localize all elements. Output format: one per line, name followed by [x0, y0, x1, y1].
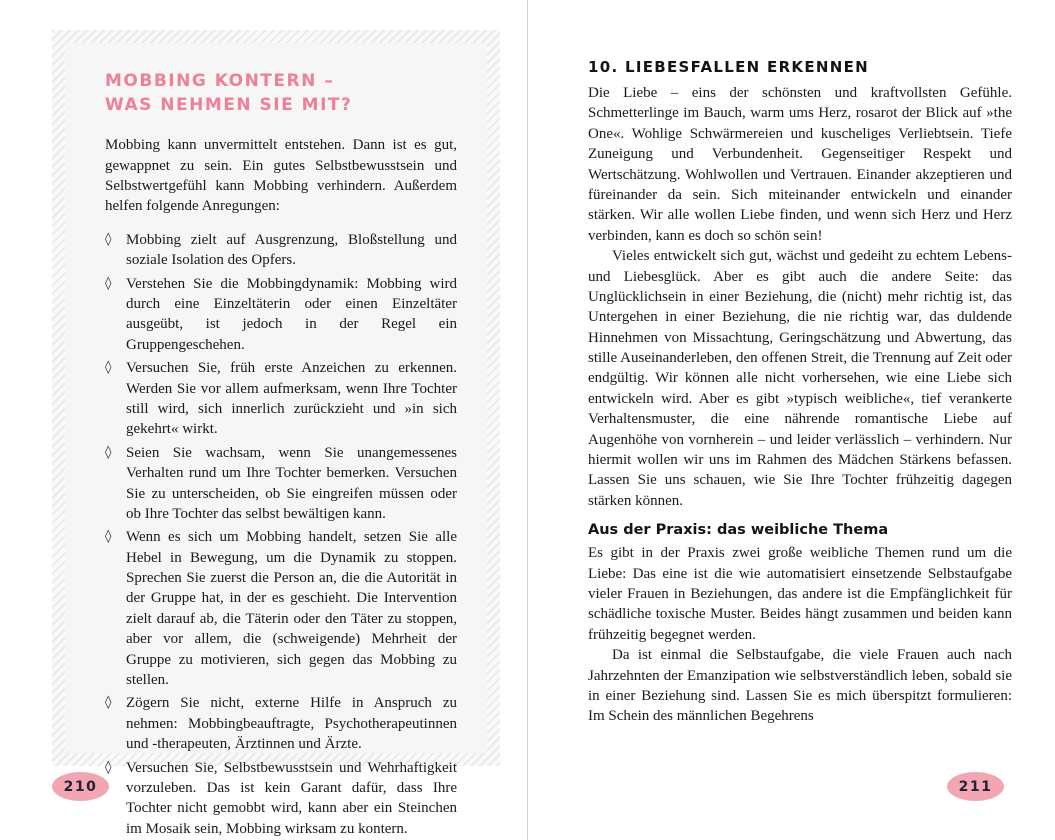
diamond-bullet-icon: ◊ [105, 360, 112, 376]
page-number-right: 211 [958, 778, 993, 795]
list-item-text: Verstehen Sie die Mobbingdynamik: Mobbing wird durch eine Einzeltäterin oder einen Einzeltäter ausgeübt, ist jedoch in der Regel ein Gruppengeschehen. [126, 275, 457, 353]
heading-line-2: WAS NEHMEN SIE MIT? [105, 95, 353, 116]
page-number-left: 210 [63, 778, 98, 795]
list-item [105, 527, 457, 690]
list-item-text: Mobbing zielt auf Ausgrenzung, Bloßstellung und soziale Isolation des Opfers. [126, 231, 457, 269]
bullet-list [105, 230, 457, 839]
diamond-bullet-icon: ◊ [105, 759, 112, 775]
intro-paragraph: Mobbing kann unvermittelt entstehen. Dann ist es gut, gewappnet zu sein. Ein gutes Selbstbewusstsein und Selbstwertgefühl kann Mobbing verhindern. Außerdem helfen folgende Anregungen: [105, 137, 457, 215]
page-number-badge-left [52, 772, 109, 801]
diamond-bullet-icon: ◊ [105, 275, 112, 291]
body-paragraph: Vieles entwickelt sich gut, wächst und gedeiht zu echtem Lebens- und Liebesglück. Aber es gibt auch die andere Seite: das Unglücklichsein in einer Beziehung, die (nicht) mehr richtig ist, das Untergehen in einer Beziehung, die nie richtig war, das duldende Hinnehmen von Missachtung, Geringschätzung und Abwertung, das stille Auseinanderleben, den offenen Streit, die Trennung auf Zeit oder endgültig. Wir können alle nicht vorhersehen, wie eine Liebe sich entwickeln wird. Aber es gibt »typisch weibliche«, tief verankerte Verhaltensmuster, die eine nährende romantische Liebe auf Augenhöhe von vornherein – und leider verlässlich – verhindern. Nur hiermit wollen wir uns im Rahmen des Mädchen Stärkens befassen. Lassen Sie uns schauen, wie Sie Ihre Tochter frühzeitig dagegen stärken können. [588, 248, 1012, 509]
right-page-text-column [588, 58, 1012, 727]
list-item [105, 758, 457, 840]
list-item [105, 693, 457, 754]
list-item-text: Seien Sie wachsam, wenn Sie unangemessenes Verhalten rund um Ihre Tochter bemerken. Versuchen Sie zu unterscheiden, ob Sie eingreifen müssen oder ob Ihre Tochter das selbst bewältigen kann. [126, 444, 457, 522]
list-item [105, 358, 457, 440]
heading-line-1: MOBBING KONTERN – [105, 71, 335, 91]
list-item-text: Versuchen Sie, Selbstbewusstsein und Wehrhaftigkeit vorzuleben. Das ist kein Garant dafür, dass Ihre Tochter nicht gemobbt wird, kann aber ein Steinchen im Mosaik sein, Mobbing wirksam zu kontern. [126, 759, 457, 837]
list-item-text: Versuchen Sie, früh erste Anzeichen zu erkennen. Werden Sie vor allem aufmerksam, wenn Ihre Tochter still wird, sich innerlich zurückzieht und »in sich gekehrt« wirkt. [126, 360, 457, 438]
list-item [105, 443, 457, 525]
diamond-bullet-icon: ◊ [105, 444, 112, 460]
diamond-bullet-icon: ◊ [105, 231, 112, 247]
section-subheading: Aus der Praxis: das weibliche Thema [588, 522, 889, 539]
body-paragraph: Es gibt in der Praxis zwei große weibliche Themen rund um die Liebe: Das eine ist die wie automatisiert einsetzende Selbstaufgabe vieler Frauen in Beziehungen, das andere ist die Empfänglichkeit für schädliche toxische Muster. Beides hängt zusammen und beiden kann frühzeitig begegnet werden. [588, 545, 1012, 643]
right-page [528, 0, 1055, 840]
left-page [0, 0, 527, 840]
page-number-badge-right [947, 772, 1004, 801]
diamond-bullet-icon: ◊ [105, 529, 112, 545]
list-item-text: Zögern Sie nicht, externe Hilfe in Anspruch zu nehmen: Mobbingbeauftragte, Psychotherapeutinnen und -therapeuten, Ärztinnen und Ärzte. [126, 695, 457, 753]
body-paragraph: Die Liebe – eins der schönsten und kraftvollsten Gefühle. Schmetterlinge im Bauch, warm ums Herz, rosarot der Blick auf »the One«. Wohlige Schwärmereien und kuscheliges Verliebtsein. Tiefe Zuneigung und Verbundenheit. Gegenseitiger Respekt und Wertschätzung. Wohlwollen und Vertrauen. Einander akzeptieren und füreinander da sein. Sich miteinander entwickeln und einander stärken. Wir alle wollen Liebe finden, und wenn sich Herz und Herz verbinden, kann es doch so schön sein! [588, 85, 1012, 244]
list-item-text: Wenn es sich um Mobbing handelt, setzen Sie alle Hebel in Bewegung, um die Dynamik zu stoppen. Sprechen Sie zuerst die Person an, die die Autorität in der Gruppe hat, in der es geschieht. Die Intervention zielt darauf ab, die Täterin oder den Täter zu stoppen, aber vor allem, die (schweigende) Mehrheit der Gruppe zu motivieren, sich gegen das Mobbing zu stellen. [126, 529, 457, 689]
list-item [105, 230, 457, 271]
body-paragraph: Da ist einmal die Selbstaufgabe, die viele Frauen auch nach Jahrzehnten der Emanzipation wie selbstverständlich leben, sobald sie in einer Beziehung sind. Lassen Sie es mich überspitzt formulieren: Im Schein des männlichen Begehrens [588, 647, 1012, 725]
list-item [105, 274, 457, 356]
left-page-heading [105, 69, 457, 117]
diamond-bullet-icon: ◊ [105, 695, 112, 711]
chapter-heading: 10. LIEBESFALLEN ERKENNEN [588, 58, 870, 76]
